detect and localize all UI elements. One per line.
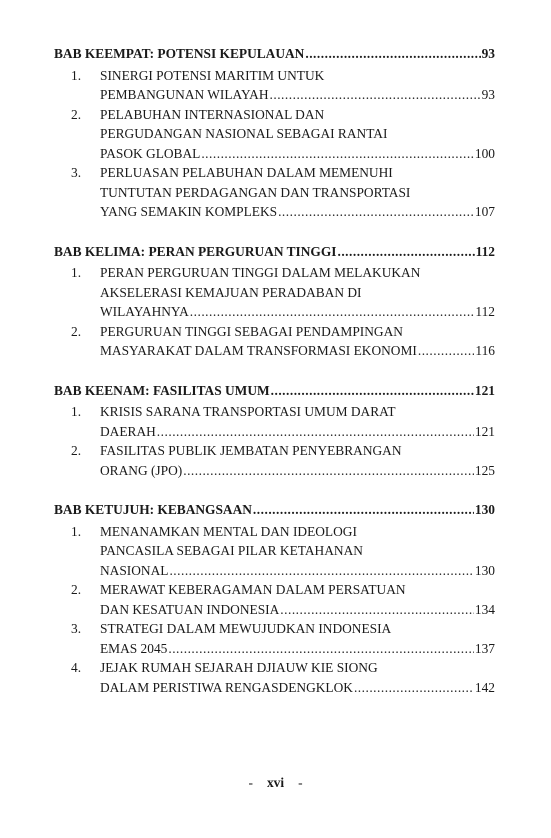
entry-text: PEMBANGUNAN WILAYAH: [100, 87, 269, 102]
entry-number: 1.: [71, 265, 82, 280]
entry-number: 2.: [71, 582, 82, 597]
entry-page-number: 137: [474, 640, 495, 656]
entry-last-line: [100, 144, 495, 164]
toc-entry[interactable]: [54, 658, 495, 697]
entry-page-number: 121: [474, 423, 495, 439]
entry-number: 2.: [71, 323, 82, 339]
entry-text: AKSELERASI KEMAJUAN PERADABAN DI: [100, 284, 362, 300]
entry-text: MENANAMKAN MENTAL DAN IDEOLOGI: [100, 523, 357, 539]
entry-text: EMAS 2045: [100, 640, 168, 656]
entry-text: NASIONAL: [100, 562, 169, 578]
dot-leader: [271, 381, 474, 401]
dot-leader: [190, 302, 475, 322]
toc-chapter: [54, 242, 495, 361]
entry-text: DAERAH: [100, 423, 156, 439]
entry-number: 4.: [71, 660, 82, 675]
entry-page-number: 112: [475, 304, 495, 319]
dot-leader: [337, 242, 474, 262]
dot-leader: [168, 639, 474, 659]
entry-last-line: [100, 341, 495, 361]
table-of-contents: [54, 44, 495, 717]
entry-last-line: [100, 302, 495, 322]
toc-entry[interactable]: [54, 441, 495, 480]
entry-text: PERLUASAN PELABUHAN DALAM MEMENUHI: [100, 165, 393, 180]
entry-last-line: [100, 639, 495, 659]
dot-leader: [418, 341, 475, 361]
entry-number: 3.: [71, 621, 82, 636]
entry-text: YANG SEMAKIN KOMPLEKS: [100, 204, 278, 219]
entry-last-line: [100, 202, 495, 222]
chapter-page-number: 130: [474, 502, 495, 517]
toc-entry[interactable]: [54, 105, 495, 164]
chapter-title: BAB KETUJUH: KEBANGSAAN: [54, 502, 252, 517]
entry-text: PERAN PERGURUAN TINGGI DALAM MELAKUKAN: [100, 265, 421, 280]
toc-chapter: [54, 500, 495, 697]
entry-number: 1.: [71, 404, 82, 419]
entry-last-line: [100, 600, 495, 620]
entry-text: TUNTUTAN PERDAGANGAN DAN TRANSPORTASI: [100, 184, 411, 200]
entry-text: DALAM PERISTIWA RENGASDENGKLOK: [100, 679, 353, 695]
dot-leader: [270, 85, 481, 105]
entry-text: KRISIS SARANA TRANSPORTASI UMUM DARAT: [100, 404, 396, 419]
entry-number: 2.: [71, 106, 82, 122]
entry-last-line: [100, 678, 495, 698]
chapter-title: BAB KEENAM: FASILITAS UMUM: [54, 382, 270, 398]
chapter-page-number: 112: [475, 243, 495, 259]
entry-text: FASILITAS PUBLIK JEMBATAN PENYEBRANGAN: [100, 443, 402, 458]
page-number: xvi: [266, 775, 285, 790]
entry-text: DAN KESATUAN INDONESIA: [100, 601, 280, 617]
toc-entry[interactable]: [54, 66, 495, 105]
entry-number: 2.: [71, 443, 82, 458]
entry-number: 1.: [71, 67, 82, 83]
entry-page-number: 125: [474, 462, 495, 478]
toc-entry[interactable]: [54, 619, 495, 658]
entry-page-number: 100: [474, 145, 495, 161]
entry-text: ORANG (JPO): [100, 462, 183, 478]
entry-text: JEJAK RUMAH SEJARAH DJIAUW KIE SIONG: [100, 660, 378, 675]
entry-page-number: 116: [475, 343, 495, 358]
entry-page-number: 134: [474, 601, 495, 617]
dot-leader: [253, 500, 474, 520]
toc-entry[interactable]: [54, 522, 495, 581]
toc-entry[interactable]: [54, 402, 495, 441]
dot-leader: [183, 461, 474, 481]
entry-number: 3.: [71, 165, 82, 180]
entry-last-line: [100, 561, 495, 581]
entry-text: MERAWAT KEBERAGAMAN DALAM PERSATUAN: [100, 582, 406, 597]
entry-text: STRATEGI DALAM MEWUJUDKAN INDONESIA: [100, 621, 392, 636]
entry-page-number: 93: [481, 87, 495, 102]
footer-dash-right: -: [298, 775, 303, 790]
dot-leader: [201, 144, 474, 164]
toc-chapter: [54, 44, 495, 222]
entry-last-line: [100, 422, 495, 442]
entry-last-line: [100, 85, 495, 105]
toc-entry[interactable]: [54, 322, 495, 361]
entry-text: PERGURUAN TINGGI SEBAGAI PENDAMPINGAN: [100, 323, 403, 339]
dot-leader: [280, 600, 474, 620]
entry-text: MASYARAKAT DALAM TRANSFORMASI EKONOMI: [100, 343, 417, 358]
footer-dash-left: -: [248, 775, 253, 790]
dot-leader: [169, 561, 473, 581]
entry-page-number: 130: [474, 562, 495, 578]
toc-chapter: [54, 381, 495, 481]
entry-text: PELABUHAN INTERNASIONAL DAN: [100, 106, 325, 122]
entry-text: PERGUDANGAN NASIONAL SEBAGAI RANTAI: [100, 126, 388, 141]
dot-leader: [278, 202, 474, 222]
entry-text: PASOK GLOBAL: [100, 145, 201, 161]
entry-text: WILAYAHNYA: [100, 304, 189, 319]
dot-leader: [354, 678, 474, 698]
chapter-page-number: 93: [481, 46, 495, 61]
dot-leader: [305, 44, 480, 64]
entry-page-number: 107: [474, 204, 495, 219]
toc-entry[interactable]: [54, 580, 495, 619]
toc-entry[interactable]: [54, 263, 495, 322]
chapter-heading[interactable]: [54, 44, 495, 64]
entry-text: PANCASILA SEBAGAI PILAR KETAHANAN: [100, 543, 363, 558]
chapter-page-number: 121: [474, 382, 495, 398]
entry-text: SINERGI POTENSI MARITIM UNTUK: [100, 67, 325, 83]
entry-last-line: [100, 461, 495, 481]
chapter-heading[interactable]: [54, 242, 495, 262]
entry-number: 1.: [71, 523, 82, 539]
toc-entry[interactable]: [54, 163, 495, 222]
page-footer: [0, 774, 551, 792]
dot-leader: [157, 422, 474, 442]
chapter-heading[interactable]: [54, 381, 495, 401]
entry-page-number: 142: [474, 679, 495, 695]
chapter-heading[interactable]: [54, 500, 495, 520]
chapter-title: BAB KELIMA: PERAN PERGURUAN TINGGI: [54, 243, 337, 259]
chapter-title: BAB KEEMPAT: POTENSI KEPULAUAN: [54, 46, 305, 61]
